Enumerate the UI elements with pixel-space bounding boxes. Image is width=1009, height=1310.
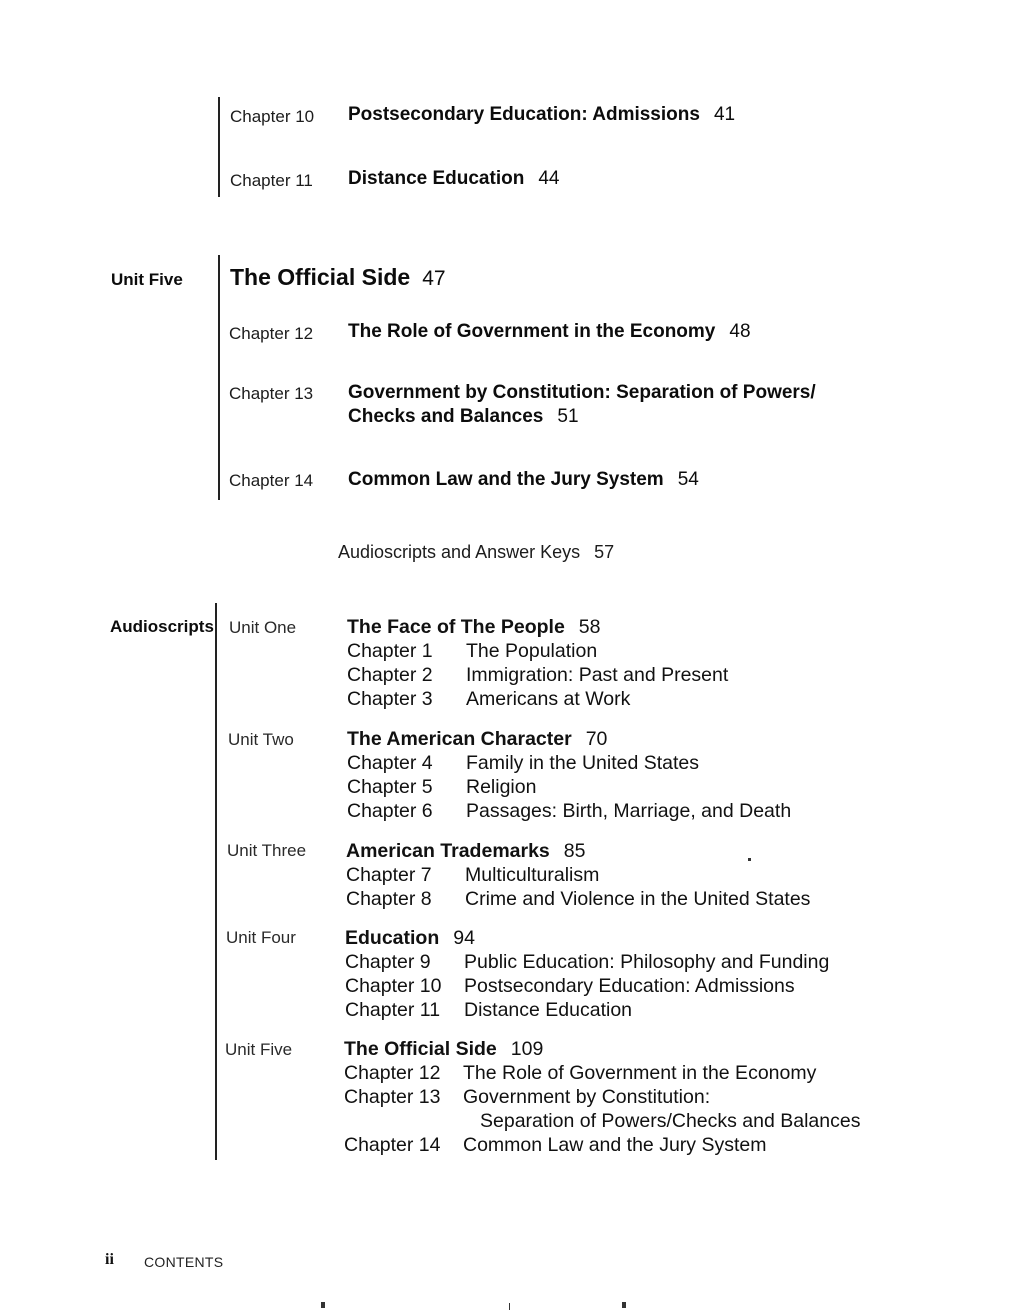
chapter-title: Distance Education	[464, 999, 633, 1021]
unit-title-text: The Official Side	[344, 1038, 497, 1060]
toc-title-line: Government by Constitution: Separation of Powers/	[348, 382, 816, 403]
footer-page-number: ii	[105, 1251, 114, 1268]
chapter-number: Chapter 2	[347, 664, 433, 686]
toc-chapter-title[interactable]	[348, 381, 816, 429]
audioscripts-unit-label: Unit Five	[225, 1040, 293, 1059]
audioscripts-chapter-row[interactable]	[345, 998, 829, 1022]
unit-title-text: The Official Side	[230, 264, 411, 290]
audioscripts-unit-block	[345, 926, 829, 1022]
unit-page-number: 109	[510, 1038, 544, 1060]
chapter-number: Chapter 4	[347, 752, 433, 774]
unit-label: Unit Five	[111, 270, 183, 289]
unit-page-number: 58	[578, 616, 601, 638]
unit-title[interactable]	[230, 264, 446, 291]
audioscripts-chapter-continuation	[344, 1109, 860, 1133]
chapter-title: Family in the United States	[466, 752, 700, 774]
audioscripts-unit-label: Unit Three	[227, 841, 307, 860]
audioscripts-unit-label: Unit One	[229, 618, 297, 637]
chapter-title: Immigration: Past and Present	[466, 664, 729, 686]
chapter-title: Postsecondary Education: Admissions	[464, 975, 795, 997]
toc-page-number: 44	[538, 168, 560, 189]
toc-title-text: Distance Education	[348, 168, 525, 189]
chapter-number: Chapter 6	[347, 800, 433, 822]
audioscripts-unit-title[interactable]	[345, 926, 829, 950]
audioscripts-unit-label: Unit Four	[226, 928, 296, 947]
scan-speck	[321, 1302, 325, 1308]
toc-page-number: 54	[677, 469, 699, 490]
unit-title-text: American Trademarks	[346, 840, 550, 862]
chapter-title: Passages: Birth, Marriage, and Death	[466, 800, 792, 822]
audioscripts-chapter-row[interactable]	[346, 863, 810, 887]
section-rule-audioscripts	[215, 603, 217, 1160]
chapter-title: The Population	[466, 640, 598, 662]
audioscripts-unit-title[interactable]	[347, 727, 791, 751]
audioscripts-unit-block	[344, 1037, 860, 1157]
audioscripts-chapter-row[interactable]	[347, 775, 791, 799]
unit-title-text: The Face of The People	[347, 616, 565, 638]
chapter-title: Religion	[466, 776, 537, 798]
toc-title-text: The Role of Government in the Economy	[348, 321, 716, 342]
toc-chapter-title[interactable]	[348, 168, 559, 190]
scan-speck	[622, 1302, 626, 1308]
audioscripts-chapter-row[interactable]	[347, 663, 728, 687]
toc-title-text: Postsecondary Education: Admissions	[348, 104, 700, 125]
audioscripts-unit-title[interactable]	[344, 1037, 860, 1061]
section-rule-top	[218, 97, 220, 197]
chapter-title: Americans at Work	[466, 688, 631, 710]
chapter-title: The Role of Government in the Economy	[463, 1062, 817, 1084]
unit-title-text: Education	[345, 927, 440, 949]
audioscripts-chapter-row[interactable]	[344, 1061, 860, 1085]
chapter-number: Chapter 5	[347, 776, 433, 798]
chapter-title-continuation: Separation of Powers/Checks and Balances	[480, 1110, 861, 1132]
toc-chapter-title[interactable]	[348, 321, 751, 343]
audioscripts-chapter-row[interactable]	[345, 950, 829, 974]
toc-page-number: 41	[713, 104, 736, 125]
chapter-number: Chapter 7	[346, 864, 432, 886]
audioscripts-chapter-row[interactable]	[344, 1133, 860, 1157]
audioscripts-unit-block	[347, 727, 791, 823]
chapter-title: Multiculturalism	[465, 864, 600, 886]
toc-chapter-number: Chapter 14	[229, 471, 314, 490]
toc-page-number: 48	[729, 321, 751, 342]
chapter-number: Chapter 10	[345, 975, 442, 997]
audioscripts-unit-title[interactable]	[346, 839, 810, 863]
chapter-number: Chapter 12	[344, 1062, 441, 1084]
unit-page-number: 47	[422, 267, 446, 290]
scan-speck	[509, 1303, 510, 1310]
unit-title-text: The American Character	[347, 728, 572, 750]
toc-chapter-number: Chapter 13	[229, 384, 314, 403]
toc-chapter-title[interactable]	[348, 469, 699, 491]
audioscripts-label: Audioscripts	[110, 617, 214, 636]
audioscripts-chapter-row[interactable]	[347, 799, 791, 823]
audioscripts-chapter-row[interactable]	[347, 751, 791, 775]
heading-page-number: 57	[594, 542, 615, 562]
scan-speck	[748, 858, 751, 861]
toc-page-number: 51	[557, 406, 579, 427]
audioscripts-unit-block	[347, 615, 728, 711]
chapter-number: Chapter 8	[346, 888, 432, 910]
chapter-number: Chapter 14	[344, 1134, 441, 1156]
unit-page-number: 85	[563, 840, 586, 862]
toc-chapter-number: Chapter 10	[230, 107, 315, 126]
chapter-number: Chapter 1	[347, 640, 433, 662]
audioscripts-answer-keys-heading[interactable]	[338, 542, 614, 563]
unit-page-number: 70	[585, 728, 608, 750]
unit-page-number: 94	[453, 927, 475, 949]
chapter-number: Chapter 3	[347, 688, 433, 710]
chapter-number: Chapter 13	[344, 1086, 441, 1108]
toc-chapter-number: Chapter 11	[230, 171, 313, 190]
section-rule-unit-five	[218, 255, 220, 500]
audioscripts-unit-block	[346, 839, 810, 911]
chapter-number: Chapter 9	[345, 951, 431, 973]
toc-chapter-title[interactable]	[348, 104, 735, 126]
chapter-title: Government by Constitution:	[463, 1086, 711, 1108]
audioscripts-unit-title[interactable]	[347, 615, 728, 639]
audioscripts-unit-label: Unit Two	[228, 730, 294, 749]
audioscripts-chapter-row[interactable]	[345, 974, 829, 998]
footer-contents-label: CONTENTS	[144, 1254, 224, 1270]
chapter-number: Chapter 11	[345, 999, 441, 1021]
audioscripts-chapter-row[interactable]	[346, 887, 810, 911]
audioscripts-chapter-row[interactable]	[347, 639, 728, 663]
toc-chapter-number: Chapter 12	[229, 324, 314, 343]
chapter-title: Common Law and the Jury System	[463, 1134, 767, 1156]
heading-text: Audioscripts and Answer Keys	[338, 542, 581, 562]
audioscripts-chapter-row[interactable]	[344, 1085, 860, 1109]
audioscripts-chapter-row[interactable]	[347, 687, 728, 711]
chapter-title: Public Education: Philosophy and Funding	[464, 951, 830, 973]
toc-title-line: Checks and Balances	[348, 406, 544, 427]
chapter-title: Crime and Violence in the United States	[465, 888, 811, 910]
toc-title-text: Common Law and the Jury System	[348, 469, 664, 490]
